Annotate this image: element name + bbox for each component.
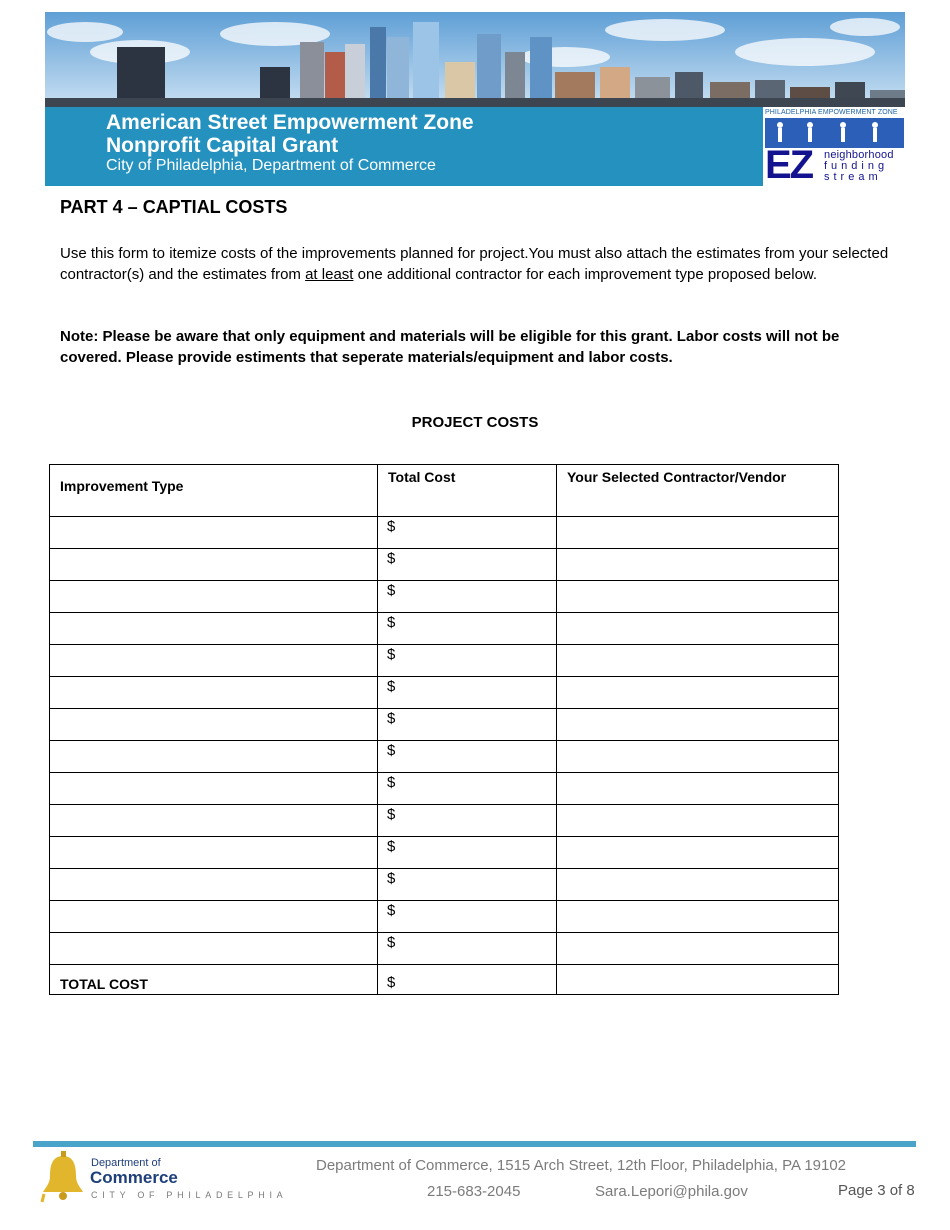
table-row	[50, 869, 839, 901]
intro-paragraph: Use this form to itemize costs of the improvements planned for project.You must also attach the estimates from your selected contractor(s) and the estimates from at least one additional contractor for each improvement type proposed below.	[60, 245, 889, 283]
table-row	[50, 581, 839, 613]
footer-phone: 215-683-2045	[427, 1183, 521, 1200]
liberty-bell-icon	[40, 1150, 86, 1206]
header-title-line1: American Street Empowerment Zone	[106, 111, 474, 134]
project-costs-table	[49, 464, 839, 995]
improvement-type-field[interactable]	[50, 869, 378, 901]
improvement-type-field[interactable]	[50, 837, 378, 869]
contractor-vendor-field[interactable]	[557, 581, 839, 613]
total-cost-field[interactable]: $	[378, 549, 557, 581]
contractor-vendor-field[interactable]	[557, 709, 839, 741]
total-vendor-cell	[557, 965, 839, 995]
total-cost-field[interactable]: $	[378, 869, 557, 901]
total-cost-field[interactable]: $	[378, 933, 557, 965]
total-cost-field[interactable]: $	[378, 677, 557, 709]
total-cost-field[interactable]: $	[378, 965, 557, 995]
total-cost-field[interactable]: $	[378, 837, 557, 869]
skyline-banner-image	[45, 12, 905, 107]
header-title-line2: Nonprofit Capital Grant	[106, 134, 339, 157]
total-cost-field[interactable]: $	[378, 805, 557, 837]
improvement-type-field[interactable]	[50, 709, 378, 741]
table-row	[50, 613, 839, 645]
contractor-vendor-field[interactable]	[557, 805, 839, 837]
contractor-vendor-field[interactable]	[557, 613, 839, 645]
commerce-logo-name: Commerce	[90, 1168, 178, 1187]
total-cost-field[interactable]: $	[378, 741, 557, 773]
total-cost-field[interactable]: $	[378, 645, 557, 677]
ez-logo	[764, 107, 905, 186]
table-row	[50, 741, 839, 773]
footer-address: Department of Commerce, 1515 Arch Street, 12th Floor, Philadelphia, PA 19102	[316, 1157, 847, 1174]
improvement-type-field[interactable]	[50, 741, 378, 773]
total-label: TOTAL COST	[50, 965, 378, 995]
commerce-logo-dept: Department of	[91, 1157, 161, 1169]
column-header: Total Cost	[378, 465, 557, 517]
total-cost-field[interactable]: $	[378, 613, 557, 645]
improvement-type-field[interactable]	[50, 613, 378, 645]
contractor-vendor-field[interactable]	[557, 901, 839, 933]
table-row	[50, 709, 839, 741]
table-row	[50, 773, 839, 805]
ez-logo-letters: EZ	[765, 143, 813, 187]
total-cost-field[interactable]: $	[378, 581, 557, 613]
contractor-vendor-field[interactable]	[557, 869, 839, 901]
improvement-type-field[interactable]	[50, 677, 378, 709]
column-header: Improvement Type	[50, 465, 378, 517]
improvement-type-field[interactable]	[50, 517, 378, 549]
table-row	[50, 901, 839, 933]
total-cost-field[interactable]: $	[378, 901, 557, 933]
contractor-vendor-field[interactable]	[557, 773, 839, 805]
table-title: PROJECT COSTS	[411, 414, 539, 431]
improvement-type-field[interactable]	[50, 901, 378, 933]
total-cost-field[interactable]: $	[378, 517, 557, 549]
total-cost-field[interactable]: $	[378, 709, 557, 741]
footer-rule	[33, 1141, 916, 1147]
table-row	[50, 933, 839, 965]
contractor-vendor-field[interactable]	[557, 645, 839, 677]
contractor-vendor-field[interactable]	[557, 933, 839, 965]
table-row	[50, 677, 839, 709]
footer-email[interactable]: Sara.Lepori@phila.gov	[595, 1183, 748, 1200]
page-number: Page 3 of 8	[838, 1182, 915, 1199]
ez-logo-banner-text: PHILADELPHIA EMPOWERMENT ZONE	[765, 109, 898, 116]
contractor-vendor-field[interactable]	[557, 549, 839, 581]
improvement-type-field[interactable]	[50, 581, 378, 613]
improvement-type-field[interactable]	[50, 805, 378, 837]
improvement-type-field[interactable]	[50, 645, 378, 677]
column-header: Your Selected Contractor/Vendor	[557, 465, 839, 517]
improvement-type-field[interactable]	[50, 933, 378, 965]
table-header-row	[50, 465, 839, 517]
table-row	[50, 837, 839, 869]
contractor-vendor-field[interactable]	[557, 741, 839, 773]
eligibility-note: Note: Please be aware that only equipment and materials will be eligible for this grant. Labor costs will not be covered. Please provide estiments that seperate materials/equipment and labor costs.	[60, 328, 840, 366]
total-cost-field[interactable]: $	[378, 773, 557, 805]
improvement-type-field[interactable]	[50, 773, 378, 805]
commerce-logo	[40, 1150, 300, 1206]
part-title: PART 4 – CAPTIAL COSTS	[60, 197, 288, 217]
improvement-type-field[interactable]	[50, 549, 378, 581]
contractor-vendor-field[interactable]	[557, 837, 839, 869]
table-row	[50, 805, 839, 837]
table-row	[50, 645, 839, 677]
contractor-vendor-field[interactable]	[557, 677, 839, 709]
total-row	[50, 965, 839, 995]
header-title-bar	[45, 107, 763, 186]
contractor-vendor-field[interactable]	[557, 517, 839, 549]
commerce-logo-city: CITY OF PHILADELPHIA	[91, 1190, 288, 1200]
ez-logo-words: neighborhood funding stream	[824, 149, 894, 183]
header-subtitle: City of Philadelphia, Department of Commerce	[106, 157, 436, 174]
table-row	[50, 517, 839, 549]
table-row	[50, 549, 839, 581]
